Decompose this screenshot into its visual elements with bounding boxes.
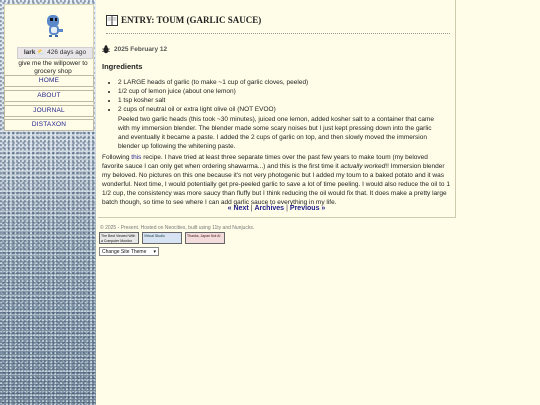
sidebar <box>0 0 96 405</box>
mood-icon: ⛅ <box>37 49 46 56</box>
not-ai-badge[interactable]: Thanks, Japan Not AI <box>185 232 225 244</box>
pager-separator: | <box>286 205 288 212</box>
status-row <box>17 47 93 59</box>
badge-row <box>99 232 225 244</box>
entry-body <box>102 153 450 207</box>
theme-select[interactable] <box>99 247 159 256</box>
ingredients-list <box>108 78 308 114</box>
status-user: lark <box>23 49 36 56</box>
status-mood: 426 days ago <box>47 49 87 56</box>
entry-panel <box>98 0 456 218</box>
nav-home-button[interactable]: HOME <box>4 75 94 87</box>
ingredients-heading: Ingredients <box>102 62 143 71</box>
title-divider <box>106 33 450 34</box>
next-link[interactable]: « Next <box>227 205 249 212</box>
body-text-start: Following <box>102 154 132 161</box>
entry-date: 2025 February 12 <box>114 46 168 53</box>
list-item: • 2 LARGE heads of garlic (to make ~1 cup of garlic cloves, peeled) <box>118 78 308 87</box>
nav-journal-button[interactable]: JOURNAL <box>4 105 94 117</box>
entry-title: ENTRY: TOUM (GARLIC SAUCE) <box>121 15 262 25</box>
list-item: • 1/2 cup of lemon juice (about one lemon) <box>118 87 308 96</box>
chevron-down-icon: ▾ <box>153 249 156 255</box>
body-text-middle: recipe. I have tried at least three separate times over the past few years to make toum (my beloved favorite sauce I can only get when ordering shawarma...) and this is the first time it <box>102 154 428 170</box>
recipe-steps: Peeled two garlic heads (this took ~30 minutes), juiced one lemon, added kosher salt to a container that came with my immersion blender. The blender made some scary noises but I just kept pressing down into the garlic and eventually it became a paste. I added the 2 cups of garlic on top, and then slowly moved the immersion blender up following the whitening paste. <box>118 116 434 150</box>
archives-link[interactable]: Archives <box>254 205 285 212</box>
recipe-link[interactable]: this <box>131 154 142 161</box>
studio-badge[interactable]: Virtual Studio <box>142 232 182 244</box>
previous-link[interactable]: Previous » <box>289 205 326 212</box>
body-text-end: !! Immersion blender my beloved. No pictures on this one because it's not very photogenic but I added my toum to a baked potato and it was wonderful. Next time, I would potentially get pre-peeled garlic to save a lot of time peeling. I would also reduce the oil to 1 1/2 cup, the consistency was more saucy than fluffy but I think reducing the oil would fix that. It does make a pretty large batch though, so time to see where I can add garlic sauce to everything in my life. <box>102 163 450 206</box>
bug-icon <box>102 45 110 54</box>
book-icon <box>106 15 118 26</box>
monitor-badge[interactable]: The Best Viewed With a Computer Monitor <box>99 232 139 244</box>
entry-date-row <box>102 45 167 54</box>
status-message: give me the willpower to grocery shop <box>18 60 88 75</box>
pager <box>98 205 455 212</box>
nav-about-button[interactable]: ABOUT <box>4 90 94 102</box>
mascot-icon <box>40 13 66 39</box>
theme-select-label: Change Site Theme <box>102 249 147 255</box>
nav-distaxon-button[interactable]: DISTAXON <box>4 119 94 131</box>
footer-text: © 2025 - Present. Hosted on Neocities, built using 11ty and Nunjucks. <box>100 225 255 231</box>
body-emphasis: actually worked <box>340 163 386 170</box>
list-item: • 2 cups of neutral oil or extra light olive oil (NOT EVOO) <box>118 105 308 114</box>
list-item: • 1 tsp kosher salt <box>118 96 308 105</box>
entry-header <box>106 12 261 28</box>
pager-separator: | <box>250 205 253 212</box>
